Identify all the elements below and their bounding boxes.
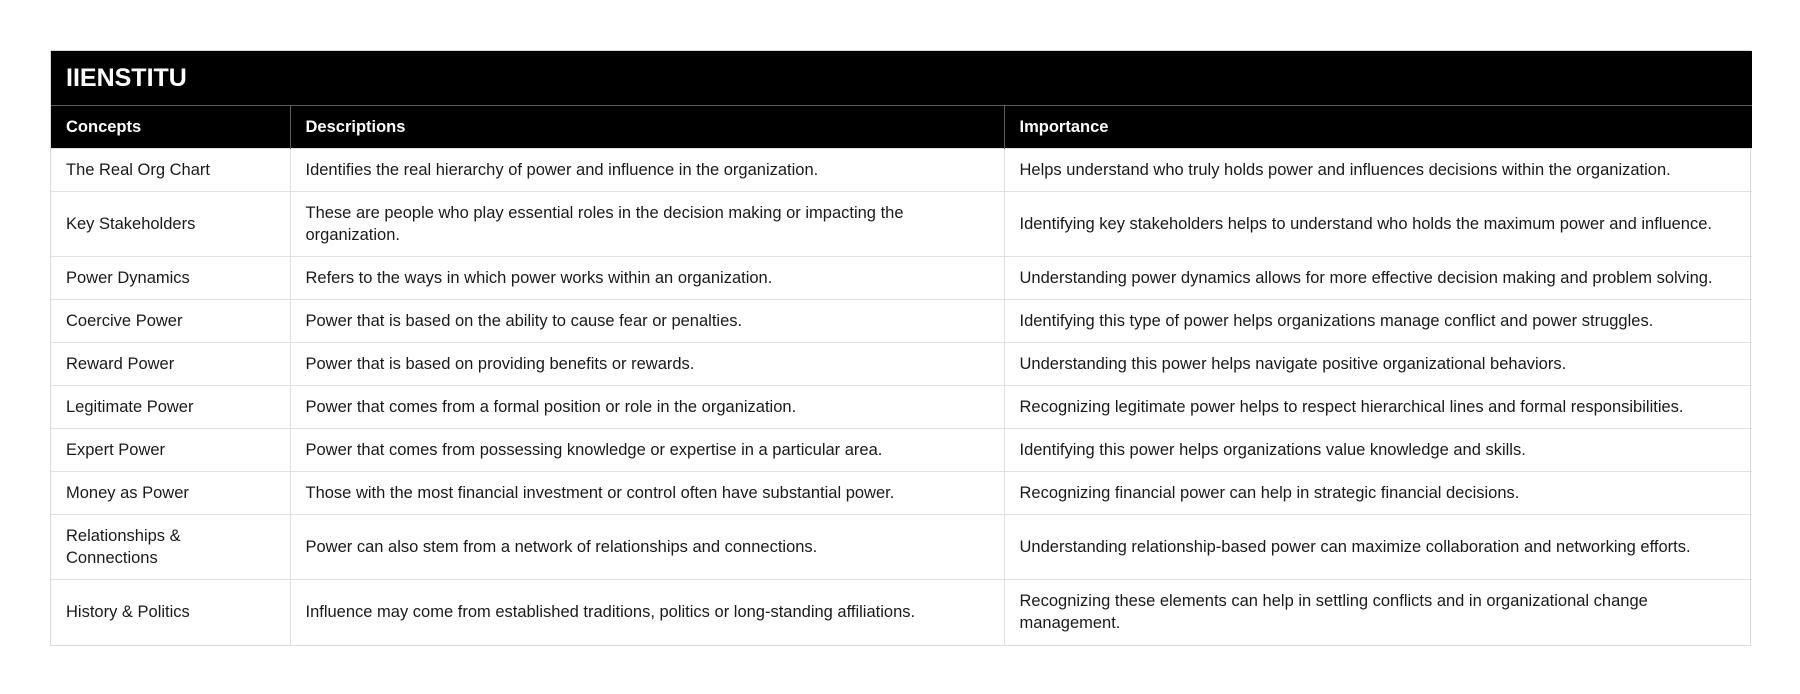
table-row bbox=[51, 580, 1752, 645]
importance-cell: Understanding power dynamics allows for more effective decision making and problem solving. bbox=[1004, 257, 1752, 300]
table-row bbox=[51, 149, 1752, 192]
table-row bbox=[51, 257, 1752, 300]
concept-cell: Money as Power bbox=[51, 472, 290, 515]
concept-cell: Relationships & Connections bbox=[51, 515, 290, 580]
importance-cell: Helps understand who truly holds power and influences decisions within the organization. bbox=[1004, 149, 1752, 192]
description-cell: Refers to the ways in which power works within an organization. bbox=[290, 257, 1004, 300]
concept-cell: Legitimate Power bbox=[51, 386, 290, 429]
concepts-table bbox=[51, 51, 1752, 645]
column-header-concepts: Concepts bbox=[51, 106, 290, 149]
importance-cell: Understanding relationship-based power can maximize collaboration and networking efforts. bbox=[1004, 515, 1752, 580]
description-cell: Power that comes from a formal position or role in the organization. bbox=[290, 386, 1004, 429]
concept-cell: The Real Org Chart bbox=[51, 149, 290, 192]
description-cell: Power that comes from possessing knowledge or expertise in a particular area. bbox=[290, 429, 1004, 472]
importance-cell: Understanding this power helps navigate positive organizational behaviors. bbox=[1004, 343, 1752, 386]
table-row bbox=[51, 386, 1752, 429]
concept-cell: Expert Power bbox=[51, 429, 290, 472]
concept-cell: Coercive Power bbox=[51, 300, 290, 343]
table-row bbox=[51, 192, 1752, 257]
description-cell: Power that is based on providing benefits or rewards. bbox=[290, 343, 1004, 386]
column-header-descriptions: Descriptions bbox=[290, 106, 1004, 149]
description-cell: Power that is based on the ability to cause fear or penalties. bbox=[290, 300, 1004, 343]
table-row bbox=[51, 515, 1752, 580]
description-cell: These are people who play essential roles in the decision making or impacting the organization. bbox=[290, 192, 1004, 257]
concepts-table-container bbox=[50, 50, 1751, 646]
importance-cell: Identifying key stakeholders helps to understand who holds the maximum power and influence. bbox=[1004, 192, 1752, 257]
table-row bbox=[51, 472, 1752, 515]
column-header-importance: Importance bbox=[1004, 106, 1752, 149]
importance-cell: Identifying this power helps organizations value knowledge and skills. bbox=[1004, 429, 1752, 472]
concept-cell: Key Stakeholders bbox=[51, 192, 290, 257]
importance-cell: Recognizing these elements can help in settling conflicts and in organizational change management. bbox=[1004, 580, 1752, 645]
table-row bbox=[51, 300, 1752, 343]
importance-cell: Recognizing legitimate power helps to respect hierarchical lines and formal responsibilities. bbox=[1004, 386, 1752, 429]
table-title: IIENSTITU bbox=[51, 51, 1752, 105]
concept-cell: Reward Power bbox=[51, 343, 290, 386]
description-cell: Power can also stem from a network of relationships and connections. bbox=[290, 515, 1004, 580]
description-cell: Influence may come from established traditions, politics or long-standing affiliations. bbox=[290, 580, 1004, 645]
table-row bbox=[51, 429, 1752, 472]
description-cell: Those with the most financial investment or control often have substantial power. bbox=[290, 472, 1004, 515]
concept-cell: Power Dynamics bbox=[51, 257, 290, 300]
importance-cell: Recognizing financial power can help in strategic financial decisions. bbox=[1004, 472, 1752, 515]
concept-cell: History & Politics bbox=[51, 580, 290, 645]
importance-cell: Identifying this type of power helps organizations manage conflict and power struggles. bbox=[1004, 300, 1752, 343]
table-row bbox=[51, 343, 1752, 386]
header-row bbox=[51, 106, 1752, 149]
description-cell: Identifies the real hierarchy of power and influence in the organization. bbox=[290, 149, 1004, 192]
